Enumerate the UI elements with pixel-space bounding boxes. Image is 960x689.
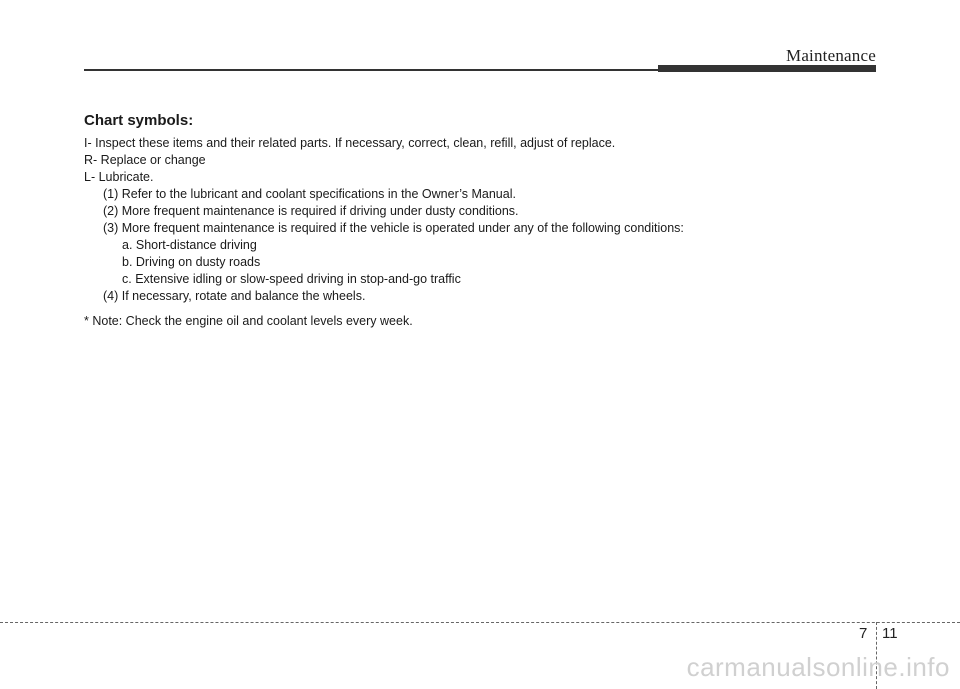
condition-c: c. Extensive idling or slow-speed driving in stop-and-go traffic xyxy=(122,272,461,286)
note: * Note: Check the engine oil and coolant levels every week. xyxy=(84,314,413,328)
footer-rule xyxy=(0,622,960,623)
symbol-lubricate: L- Lubricate. xyxy=(84,170,154,184)
condition-a: a. Short-distance driving xyxy=(122,238,257,252)
footnote-3: (3) More frequent maintenance is required if the vehicle is operated under any of the following conditions: xyxy=(103,221,684,235)
section-title: Maintenance xyxy=(786,46,876,65)
symbol-inspect: I- Inspect these items and their related parts. If necessary, correct, clean, refill, adjust of replace. xyxy=(84,136,616,150)
symbol-replace: R- Replace or change xyxy=(84,153,206,167)
condition-b: b. Driving on dusty roads xyxy=(122,255,261,269)
footnote-4: (4) If necessary, rotate and balance the wheels. xyxy=(103,289,366,303)
footnote-1: (1) Refer to the lubricant and coolant specifications in the Owner’s Manual. xyxy=(103,187,516,201)
watermark: carmanualsonline.info xyxy=(686,652,950,682)
header-rule-thick xyxy=(658,65,876,72)
chart-symbols-heading: Chart symbols: xyxy=(84,112,194,129)
header-rule-thin xyxy=(84,69,658,71)
page-number: 11 xyxy=(882,625,898,642)
chart-symbols-section xyxy=(84,112,884,330)
chapter-number: 7 xyxy=(859,625,868,642)
footnote-2: (2) More frequent maintenance is required if driving under dusty conditions. xyxy=(103,204,519,218)
